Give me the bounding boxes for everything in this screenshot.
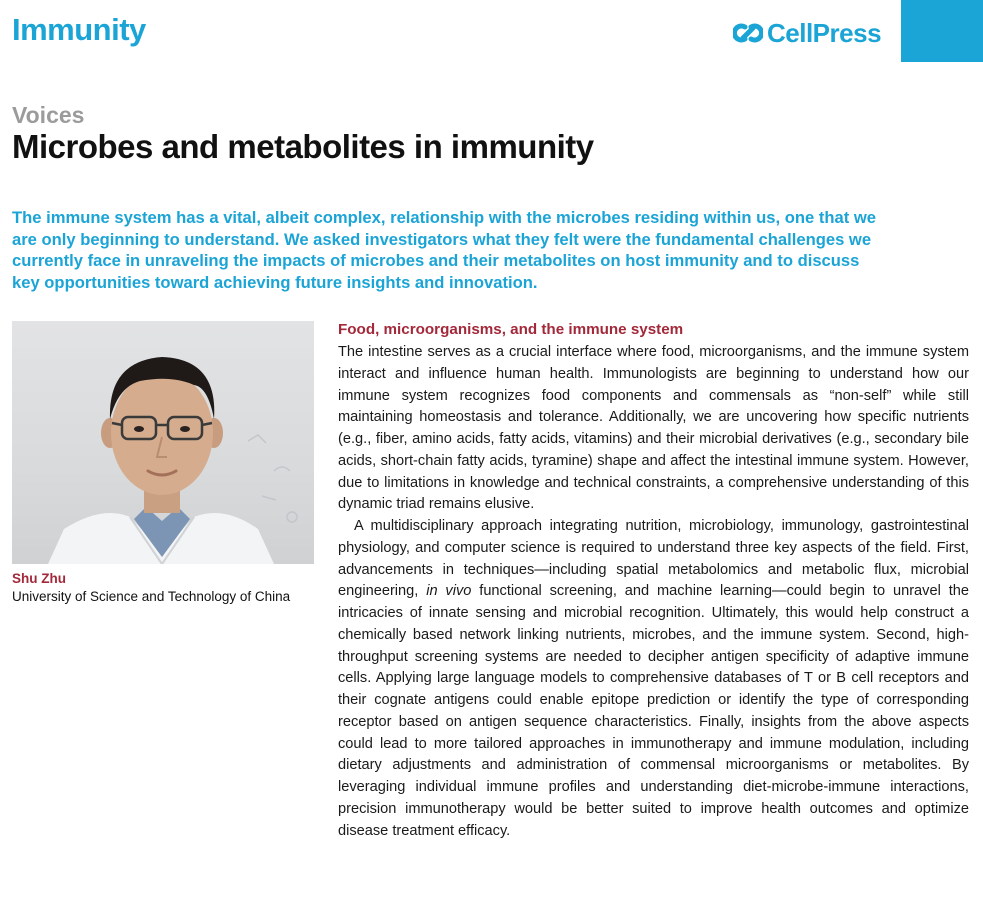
corner-color-block — [901, 0, 983, 62]
body-paragraph: The intestine serves as a crucial interface where food, microorganisms, and the immune system interact and influence human health. Immunologists are beginning to understand how our immune system recognizes food components and commensals as “non-self” while still maintaining homeostasis and tolerance. Additionally, we are uncovering how specific nutrients (e.g., fiber, amino acids, fatty acids, vitamins) and their microbial derivatives (e.g., secondary bile acids, short-chain fatty acids, tyramine) shape and affect the intestinal immune system. However, due to limitations in knowledge and technical constraints, a comprehensive understanding of this dynamic triad remains elusive. — [338, 344, 969, 513]
body-text-run: functional screening, and machine learning—could begin to unravel the intricacies of innate sensing and microbial recognition. Ultimately, this would help construct a chemically based network linking nutrients, microbes, and the immune system. Second, high-throughput screening systems are needed to decipher antigen specificity of adaptive immune cells. Applying large language models to comprehensive databases of T or B cell receptors and their cognate antigens could enable epitope prediction or identify the type of corresponding receptor based on antigen sequence characteristics. Finally, insights from the above aspects could lead to more tailored approaches in immunotherapy and immune modulation, including dietary adjustments and administration of commensal microorganisms or metabolites. By leveraging individual immune profiles and understanding diet-microbe-immune interactions, precision immunotherapy would be better suited to improve health outcomes and optimize disease treatment efficacy. — [338, 583, 969, 839]
contributor-photo — [12, 321, 314, 564]
journal-title: Immunity — [12, 12, 146, 47]
body-text-italic: in vivo — [426, 583, 472, 600]
article-abstract: The immune system has a vital, albeit complex, relationship with the microbes residing within us, one that we are only beginning to understand. We asked investigators what they felt were the fundamental challenges we currently face in unraveling the impacts of microbes and their metabolites on host immunity and to discuss key opportunities toward achieving future insights and innovation. — [12, 208, 876, 292]
section-label: Voices — [12, 102, 85, 128]
cellpress-logo-icon — [733, 18, 763, 48]
article-title: Microbes and metabolites in immunity — [12, 128, 594, 165]
body-text — [338, 342, 969, 842]
body-text-run: A multidisciplinary approach integrating nutrition, microbiology, immunology, gastrointestinal physiology, and computer science is required to understand three key aspects of the field. First, advancements in techniques—including spatial metabolomics and metabolic flux, microbial engineering, — [338, 518, 969, 600]
body-paragraph — [338, 516, 969, 842]
publisher-name: CellPress — [767, 17, 882, 48]
section-heading: Food, microorganisms, and the immune system — [338, 321, 684, 338]
contributor-affiliation: University of Science and Technology of China — [12, 589, 291, 604]
contributor-name: Shu Zhu — [12, 571, 66, 586]
publisher-logo — [733, 18, 881, 48]
